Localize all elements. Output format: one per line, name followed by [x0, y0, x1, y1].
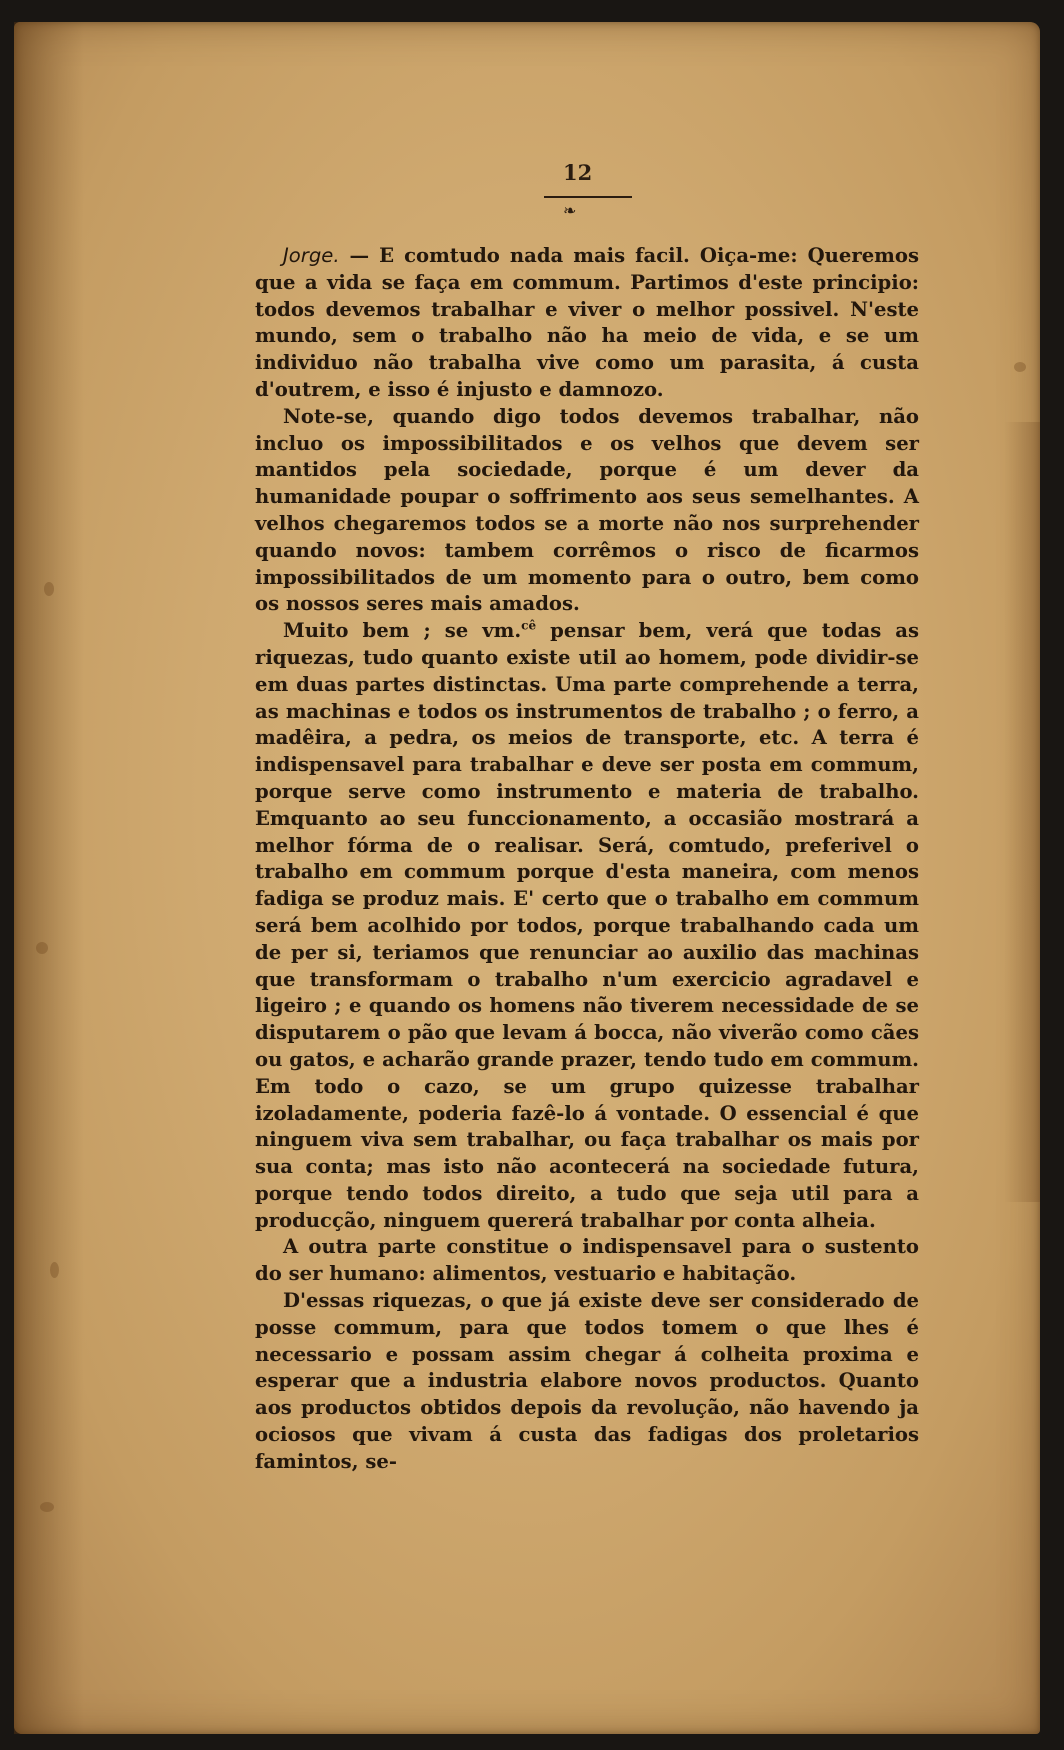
- superscript: cê: [521, 618, 537, 633]
- body-text: [255, 243, 919, 1476]
- foxing-spot: [40, 1502, 54, 1512]
- foxing-spot: [50, 1262, 59, 1278]
- speaker-name: Jorge.: [283, 244, 340, 267]
- left-edge-stain: [14, 22, 84, 1734]
- paragraph-3: [255, 618, 919, 1234]
- foxing-spot: [44, 582, 54, 596]
- foxing-spot: [36, 942, 48, 954]
- foxing-spot: [1014, 362, 1026, 372]
- header-rule: [544, 196, 632, 198]
- right-edge-wear: [1004, 422, 1040, 1202]
- paragraph-5: D'essas riquezas, o que já existe deve ser considerado de posse commum, para que todos tomem o que lhes é necessario e possam assim chegar á colheita proxima e esperar que a industria elabore novos productos. Quanto aos productos obtidos depois da revolução, não havendo ja ociosos que vivam á custa das fadigas dos proletarios famintos, se-: [255, 1289, 919, 1473]
- paragraph-1-text: — E comtudo nada mais facil. Oiça-me: Queremos que a vida se faça em commum. Partimos d'este principio: todos devemos trabalhar e viver o melhor possivel. N'este mundo, sem o trabalho não ha meio de vida, e se um individuo não trabalha vive como um parasita, á custa d'outrem, e isso é injusto e damnozo.: [255, 244, 919, 401]
- paragraph-4: A outra parte constitue o indispensavel para o sustento do ser humano: alimentos, vestuario e habitação.: [255, 1235, 919, 1286]
- page-number: 12: [563, 160, 593, 185]
- ornament-mark: ❧: [563, 201, 577, 220]
- paragraph-2: Note-se, quando digo todos devemos trabalhar, não incluo os impossibilitados e os velhos que devem ser mantidos pela sociedade, porque é um dever da humanidade poupar o soffrimento aos seus semelhantes. A velhos chegaremos todos se a morte não nos surprehender quando novos: tambem corrêmos o risco de ficarmos impossibilitados de um momento para o outro, bem como os nossos seres mais amados.: [255, 404, 919, 616]
- paragraph-3-rest: pensar bem, verá que todas as riquezas, tudo quanto existe util ao homem, pode dividir-se em duas partes distinctas. Uma parte comprehende a terra, as machinas e todos os instrumentos de trabalho ; o ferro, a madêira, a pedra, os meios de transporte, etc. A terra é indispensavel para trabalhar e deve ser posta em commum, porque serve como instrumento e materia de trabalho. Emquanto ao seu funccionamento, a occasião mostrará a melhor fórma de o realisar. Será, comtudo, preferivel o trabalho em commum porque d'esta maneira, com menos fadiga se produz mais. E' certo que o trabalho em commum será bem acolhido por todos, porque trabalhando cada um de per si, teriamos que renunciar ao auxilio das machinas que transformam o trabalho n'um exercicio agradavel e ligeiro ; e quando os homens não tiverem necessidade de se disputarem o pão que levam á bocca, não viverão como cães ou gatos, e acharão grande prazer, tendo tudo em commum. Em todo o cazo, se um grupo quizesse trabalhar izoladamente, poderia fazê-lo á vontade. O essencial é que ninguem viva sem trabalhar, ou faça trabalhar os mais por sua conta; mas isto não acontecerá na sociedade futura, porque tendo todos direito, a tudo que seja util para a producção, ninguem quererá trabalhar por conta alheia.: [255, 619, 920, 1232]
- paragraph-1: [255, 243, 919, 404]
- paragraph-3-start: Muito bem ; se vm.: [283, 619, 522, 643]
